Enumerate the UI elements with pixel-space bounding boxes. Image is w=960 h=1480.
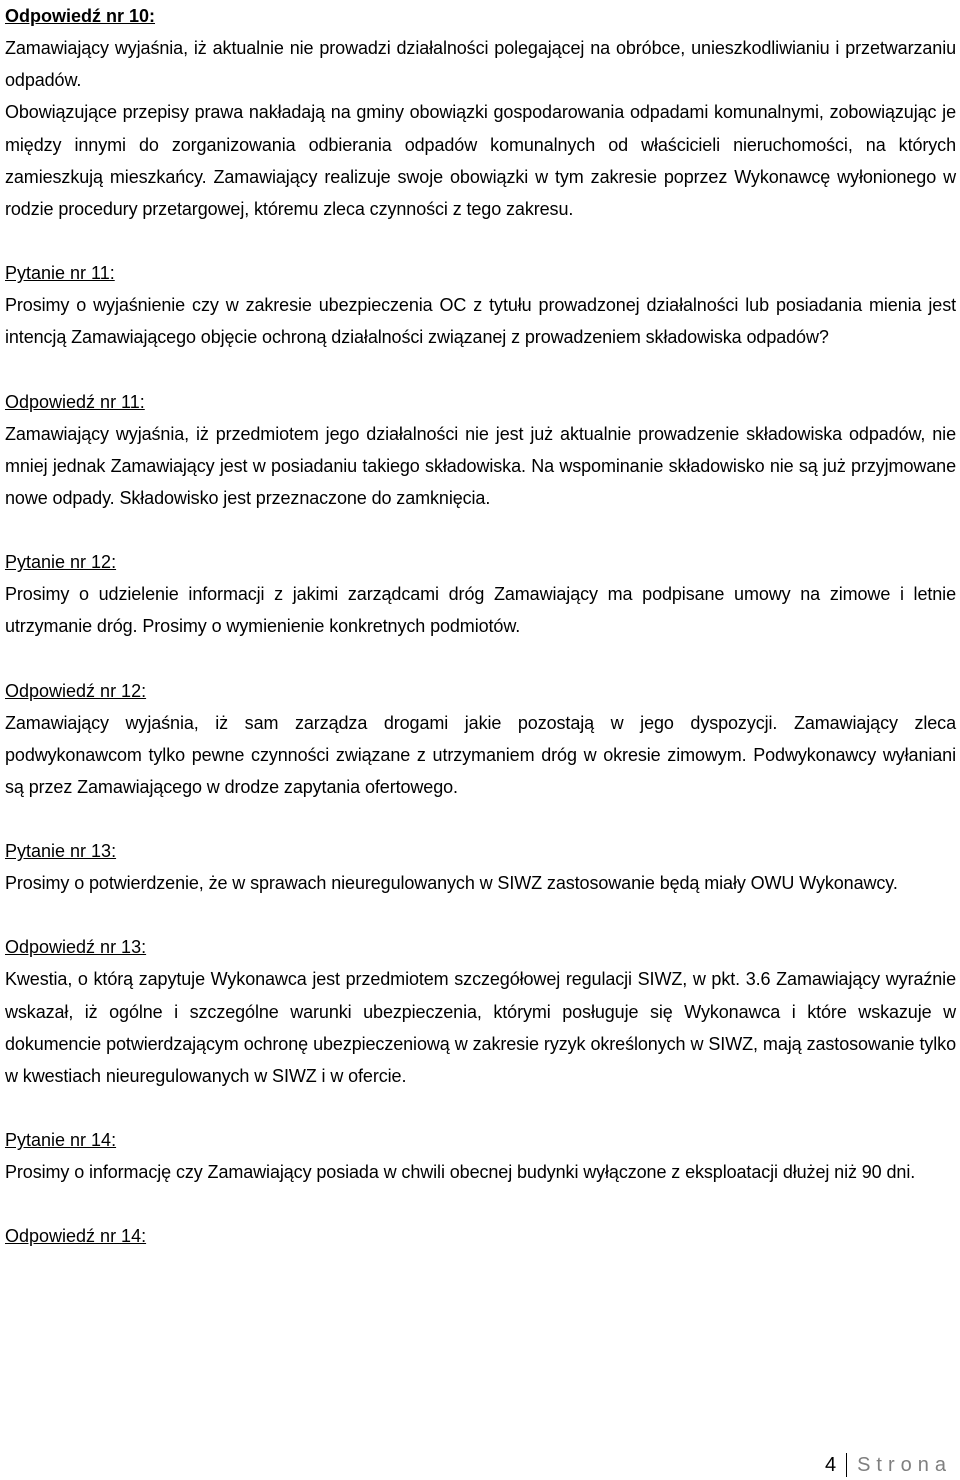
question-text: Prosimy o udzielenie informacji z jakimi zarządcami dróg Zamawiający ma podpisane umowy na zimowe i letnie utrzymanie dróg. Prosimy o wymienienie konkretnych podmiotów. xyxy=(5,584,956,637)
answer-text: Zamawiający wyjaśnia, iż sam zarządza drogami jakie pozostają w jego dyspozycji. Zamawiający zleca podwykonawcom tylko pewne czynności związane z utrzymaniem dróg w okresie zimowym. Podwykonawcy wyłaniani są przez Zamawiającego w drodze zapytania ofertowego. xyxy=(5,712,956,798)
page-word: Strona xyxy=(857,1454,952,1476)
question-12 xyxy=(5,546,956,642)
question-text: Prosimy o wyjaśnienie czy w zakresie ubezpieczenia OC z tytułu prowadzonej działalności lub posiadania mienia jest intencją Zamawiającego objęcie ochroną działalności związanej z prowadzeniem składowiska odpadów? xyxy=(5,295,956,348)
answer-heading: Odpowiedź nr 12: xyxy=(5,680,147,701)
answer-13 xyxy=(5,931,956,1092)
answer-heading: Odpowiedź nr 13: xyxy=(5,937,147,958)
question-text: Prosimy o informację czy Zamawiający posiada w chwili obecnej budynki wyłączone z eksploatacji dłużej niż 90 dni. xyxy=(5,1162,916,1183)
answer-heading: Odpowiedź nr 11: xyxy=(5,391,145,412)
answer-text: Zamawiający wyjaśnia, iż przedmiotem jego działalności nie jest już aktualnie prowadzenie składowiska odpadów, nie mniej jednak Zamawiający jest w posiadaniu takiego składowiska. Na wspominanie składowisko nie są już przyjmowane nowe odpady. Składowisko jest przeznaczone do zamknięcia. xyxy=(5,423,956,509)
answer-heading: Odpowiedź nr 10: xyxy=(5,6,156,26)
answer-text: Zamawiający wyjaśnia, iż aktualnie nie prowadzi działalności polegającej na obróbce, unieszkodliwianiu i przetwarzaniu odpadów. xyxy=(5,38,956,91)
question-13 xyxy=(5,835,956,899)
question-text: Prosimy o potwierdzenie, że w sprawach nieuregulowanych w SIWZ zastosowanie będą miały OWU Wykonawcy. xyxy=(5,873,898,894)
page-number: 4 xyxy=(824,1454,837,1476)
question-heading: Pytanie nr 12: xyxy=(5,552,117,573)
question-heading: Pytanie nr 14: xyxy=(5,1130,117,1151)
question-heading: Pytanie nr 13: xyxy=(5,841,117,862)
answer-10 xyxy=(5,0,956,225)
footer-divider xyxy=(846,1453,847,1477)
answer-text: Kwestia, o którą zapytuje Wykonawca jest przedmiotem szczegółowej regulacji SIWZ, w pkt. 3.6 Zamawiający wyraźnie wskazał, iż ogólne i szczególne warunki ubezpieczenia, którymi posługuje się Wykonawca i które wskazuje w dokumencie potwierdzającym ochronę ubezpieczeniową w zakresie ryzyk określonych w SIWZ, mają zastosowanie tylko w kwestiach nieuregulowanych w SIWZ i w ofercie. xyxy=(5,969,956,1087)
question-11 xyxy=(5,257,956,353)
answer-11 xyxy=(5,386,956,515)
answer-text: Obowiązujące przepisy prawa nakładają na gminy obowiązki gospodarowania odpadami komunalnymi, zobowiązując je między innymi do zorganizowania odbierania odpadów komunalnych od właścicieli nieruchomości, na których zamieszkują mieszkańcy. Zamawiający realizuje swoje obowiązki w tym zakresie poprzez Wykonawcę wyłonionego w rodzie procedury przetargowej, któremu zleca czynności z tego zakresu. xyxy=(5,102,956,220)
page-footer xyxy=(825,1450,952,1480)
question-14 xyxy=(5,1124,956,1188)
document-page xyxy=(5,0,956,1252)
answer-heading: Odpowiedź nr 14: xyxy=(5,1226,147,1247)
answer-14 xyxy=(5,1220,956,1252)
answer-12 xyxy=(5,675,956,804)
question-heading: Pytanie nr 11: xyxy=(5,263,115,284)
